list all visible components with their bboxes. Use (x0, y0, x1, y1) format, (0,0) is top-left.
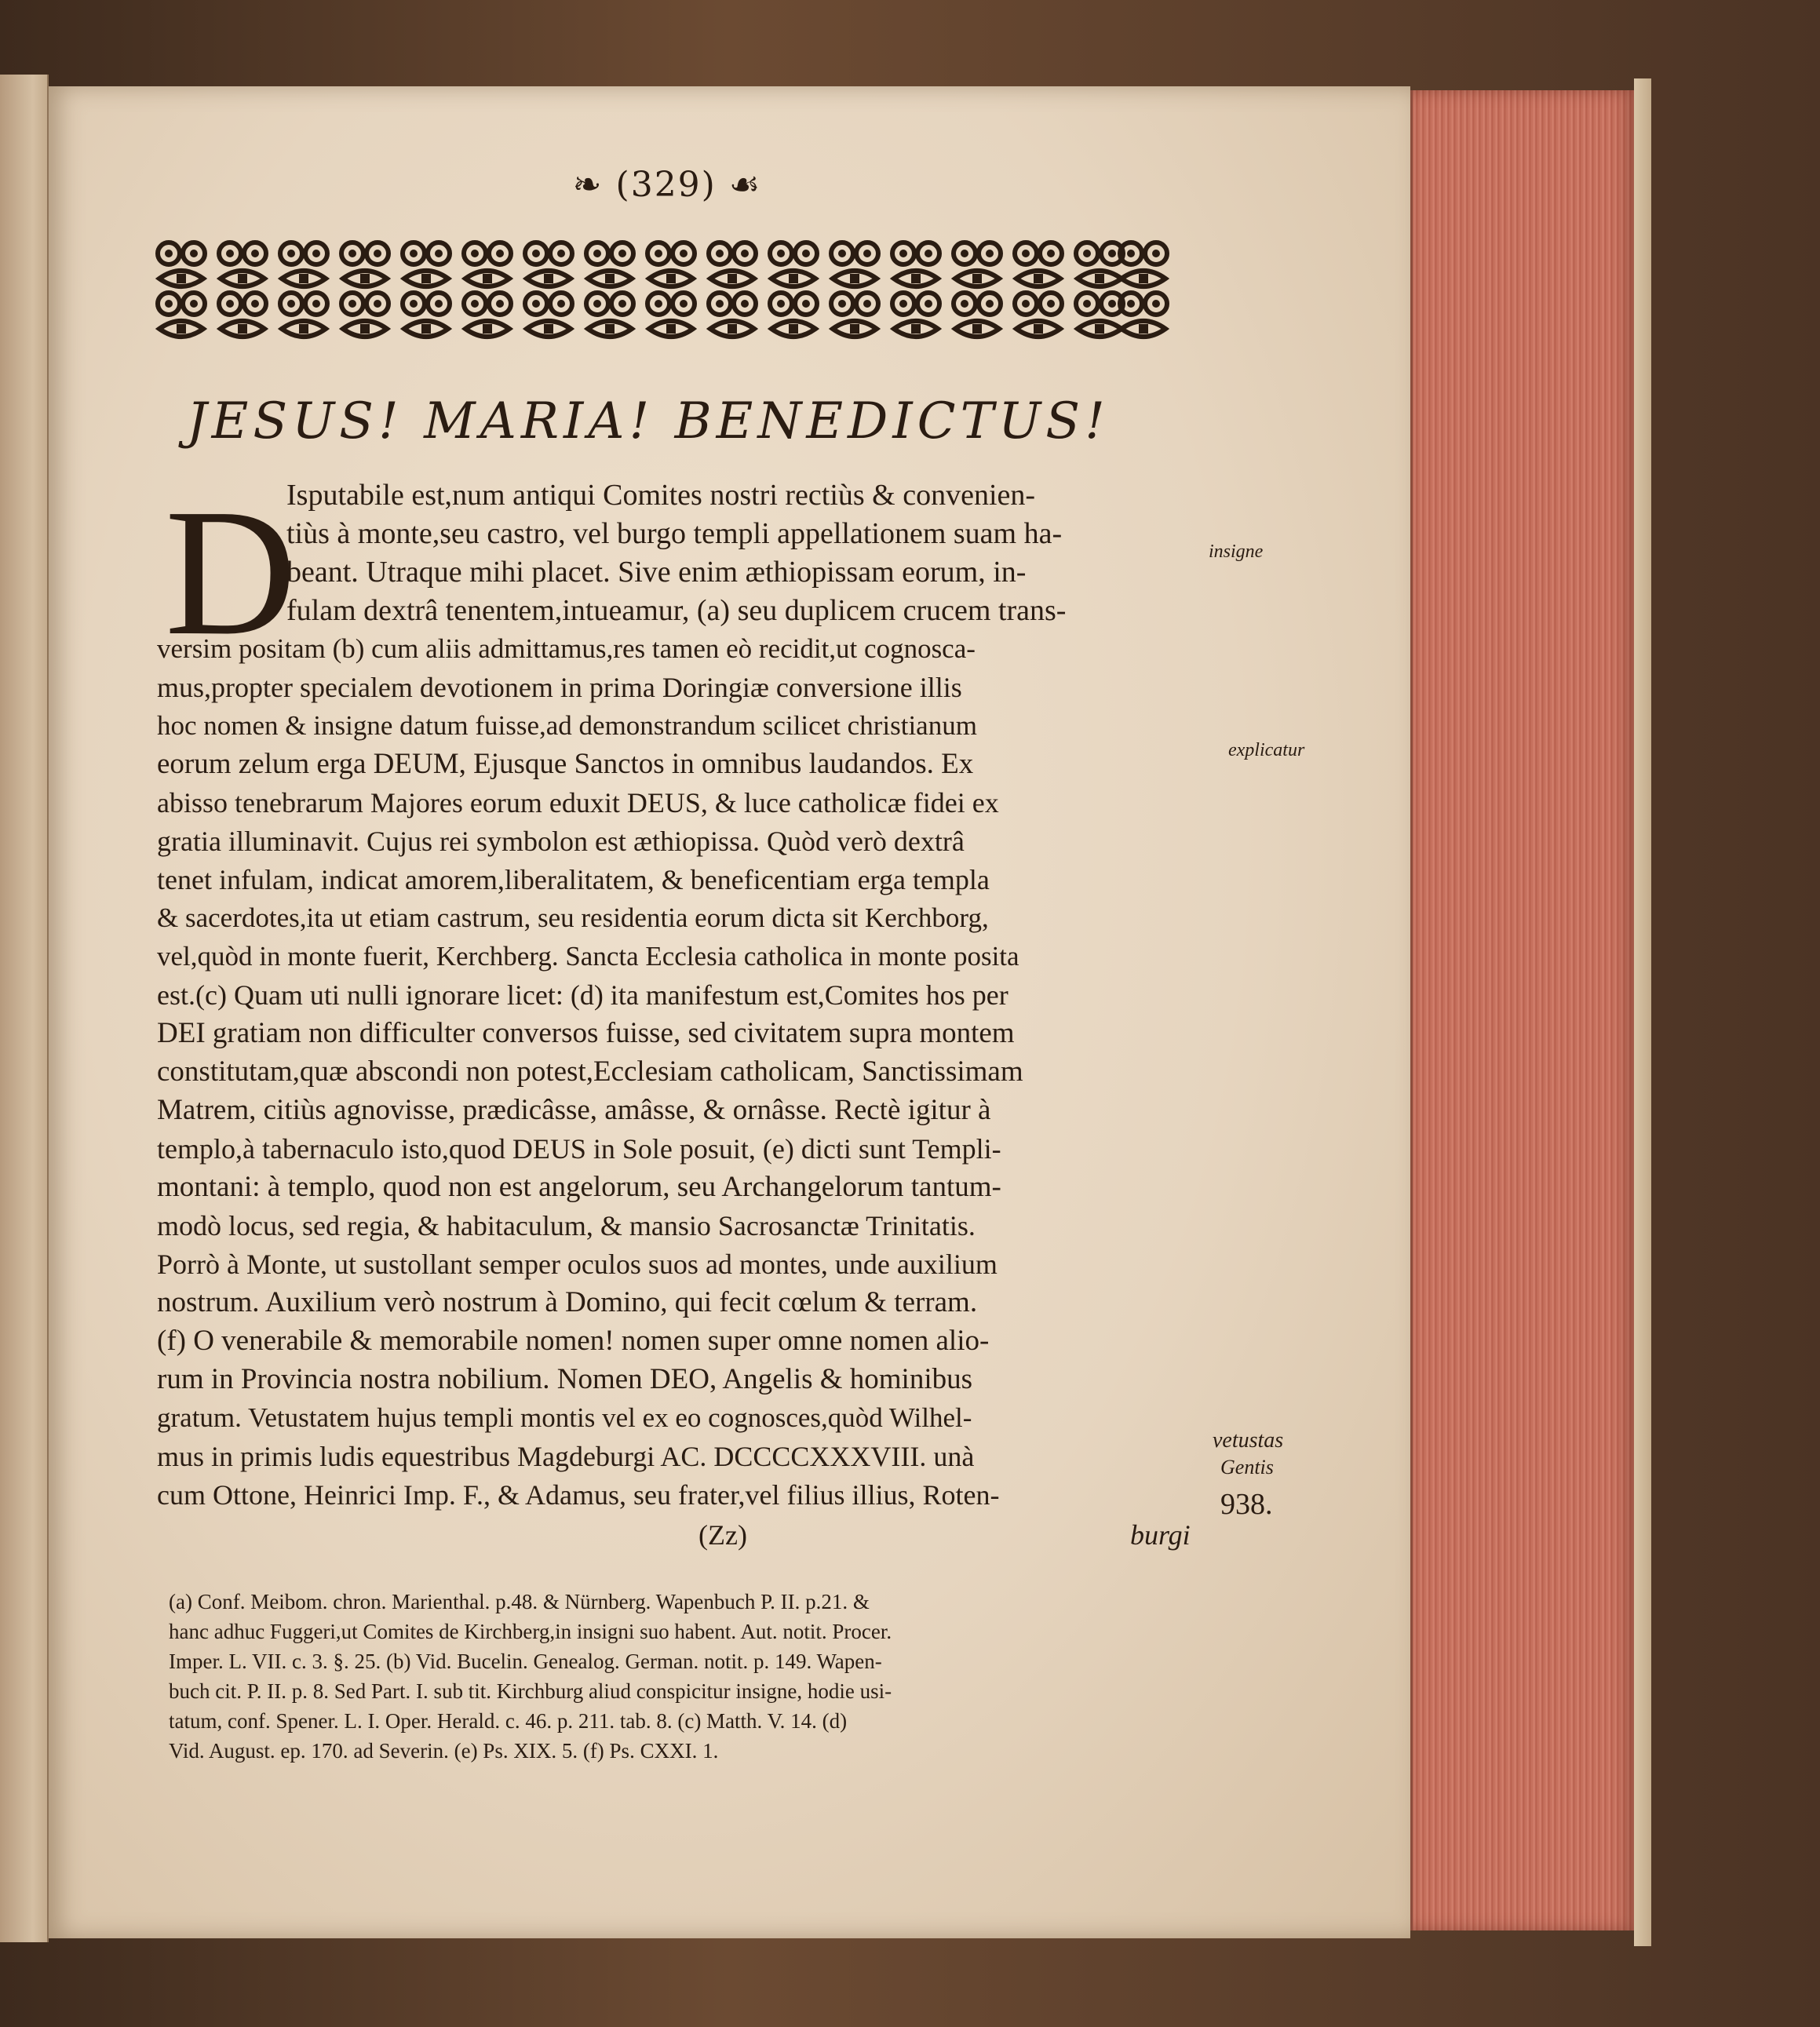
footnote-line: hanc adhuc Fuggeri,ut Comites de Kirchberg,in insigni suo habent. Aut. notit. Procer. (169, 1620, 892, 1643)
catchword: burgi (1130, 1519, 1191, 1551)
body-line: templo,à tabernaculo isto,quod DEUS in Sole posuit, (e) dicti sunt Templi- (157, 1133, 1001, 1165)
body-line: mus,propter specialem devotionem in prima Doringiæ conversione illis (157, 672, 962, 703)
margin-year: 938. (1220, 1488, 1273, 1521)
body-line: versim positam (b) cum aliis admittamus,res tamen eò recidit,ut cognosca- (157, 633, 976, 664)
body-line: fulam dextrâ tenentem,intueamur, (a) seu duplicem crucem trans- (286, 594, 1067, 627)
body-line: tenet infulam, indicat amorem,liberalitatem, & beneficentiam erga templa (157, 864, 990, 895)
body-line: & sacerdotes,ita ut etiam castrum, seu residentia eorum dicta sit Kerchborg, (157, 902, 989, 933)
body-line: rum in Provincia nostra nobilium. Nomen DEO, Angelis & hominibus (157, 1363, 973, 1395)
body-line: nostrum. Auxilium verò nostrum à Domino, qui fecit cœlum & terram. (157, 1286, 978, 1318)
body-line: gratum. Vetustatem hujus templi montis vel ex eo cognosces,quòd Wilhel- (157, 1402, 972, 1433)
footnote-line: tatum, conf. Spener. L. I. Oper. Herald. c. 46. p. 211. tab. 8. (c) Matth. V. 14. (d) (169, 1709, 848, 1733)
body-line: constitutam,quæ abscondi non potest,Ecclesiam catholicam, Sanctissimam (157, 1055, 1023, 1088)
body-line: est.(c) Quam uti nulli ignorare licet: (d) ita manifestum est,Comites hos per (157, 979, 1008, 1011)
body-line: mus in primis ludis equestribus Magdeburgi AC. DCCCCXXXVIII. unà (157, 1441, 975, 1472)
body-line: abisso tenebrarum Majores eorum eduxit DEUS, & luce catholicæ fidei ex (157, 787, 999, 818)
ornamental-band (153, 239, 1173, 353)
body-line: hoc nomen & insigne datum fuisse,ad demonstrandum scilicet christianum (157, 710, 977, 741)
margin-note: Gentis (1220, 1456, 1274, 1478)
footnote-line: (a) Conf. Meibom. chron. Marienthal. p.48. & Nürnberg. Wapenbuch P. II. p.21. & (169, 1590, 870, 1613)
footnote-line: Vid. August. ep. 170. ad Severin. (e) Ps. XIX. 5. (f) Ps. CXXI. 1. (169, 1739, 719, 1763)
body-line: cum Ottone, Heinrici Imp. F., & Adamus, seu frater,vel filius illius, Roten- (157, 1479, 1000, 1511)
margin-note: vetustas (1213, 1428, 1284, 1453)
body-line: montani: à templo, quod non est angelorum, seu Archangelorum tantum- (157, 1171, 1001, 1203)
footnote-separator (166, 1579, 1187, 1580)
footnote-line: Imper. L. VII. c. 3. §. 25. (b) Vid. Bucelin. Genealog. German. notit. p. 149. Wapen- (169, 1650, 882, 1673)
body-line: beant. Utraque mihi placet. Sive enim æthiopissam eorum, in- (286, 556, 1027, 589)
body-line: Matrem, citiùs agnovisse, prædicâsse, amâsse, & ornâsse. Rectè igitur à (157, 1094, 991, 1126)
body-line: DEI gratiam non difficulter conversos fuisse, sed civitatem supra montem (157, 1017, 1015, 1049)
body-line: vel,quòd in monte fuerit, Kerchberg. Sancta Ecclesia catholica in monte posita (157, 941, 1019, 972)
body-line: (f) O venerabile & memorabile nomen! nomen super omne nomen alio- (157, 1325, 990, 1357)
fleuron-left-icon: ❧ (572, 165, 616, 205)
page-number-line (502, 165, 832, 205)
page-heading: JESUS! MARIA! BENEDICTUS! (187, 392, 1110, 450)
drop-cap: D (165, 472, 297, 673)
footnote-line: buch cit. P. II. p. 8. Sed Part. I. sub tit. Kirchburg aliud conspicitur insigne, hodie usi- (169, 1679, 892, 1703)
body-line: Porrò à Monte, ut sustollant semper oculos suos ad montes, unde auxilium (157, 1249, 998, 1280)
page-number: (329) (615, 165, 717, 205)
margin-note: insigne (1209, 541, 1264, 562)
margin-note: explicatur (1228, 740, 1305, 760)
signature-mark: (Zz) (698, 1519, 747, 1551)
fleuron-right-icon: ☙ (728, 165, 762, 205)
body-line: tiùs à monte,seu castro, vel burgo templi appellationem suam ha- (286, 517, 1063, 550)
body-line: modò locus, sed regia, & habitaculum, & mansio Sacrosanctæ Trinitatis. (157, 1210, 976, 1241)
ornament-band-icon (153, 239, 1173, 353)
body-line: eorum zelum erga DEUM, Ejusque Sanctos in omnibus laudandos. Ex (157, 748, 974, 780)
body-line: gratia illuminavit. Cujus rei symbolon est æthiopissa. Quòd verò dextrâ (157, 826, 965, 857)
body-line: Isputabile est,num antiqui Comites nostri rectiùs & convenien- (286, 479, 1036, 512)
